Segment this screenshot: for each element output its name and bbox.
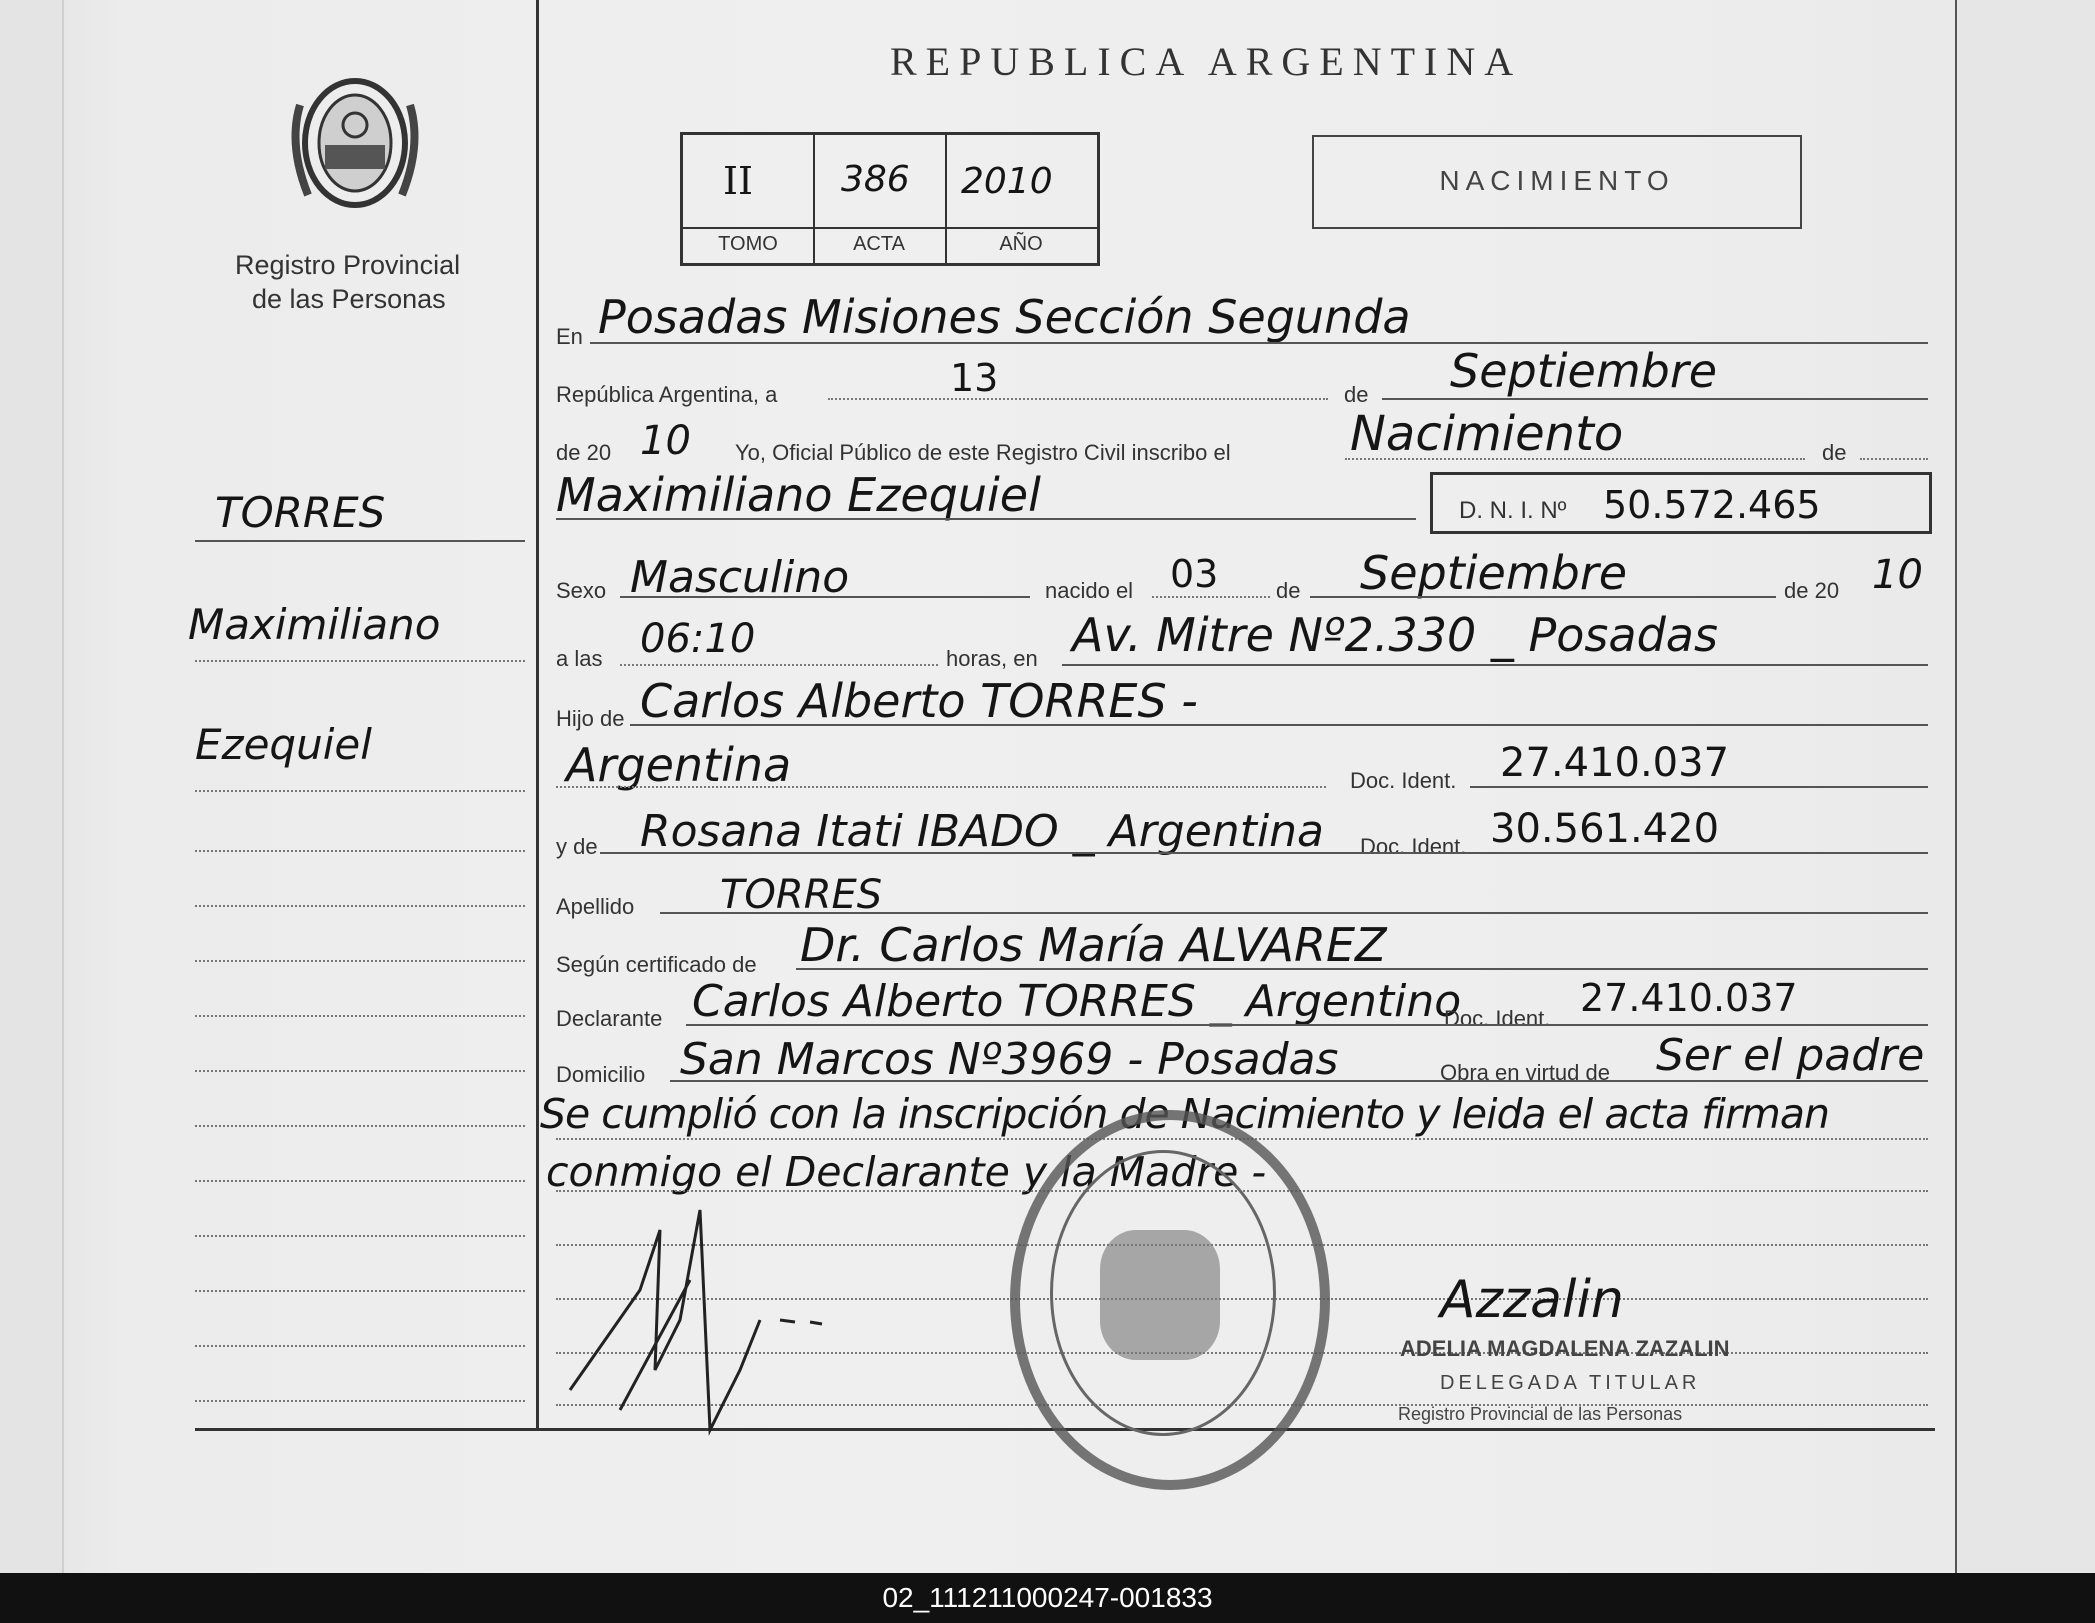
- field-apellido: TORRES: [720, 872, 883, 918]
- field-certificado: Dr. Carlos María ALVAREZ: [800, 918, 1387, 972]
- field-virtud: Ser el padre: [1656, 1030, 1925, 1081]
- image-code-footer: 02_111211000247-001833: [0, 1573, 2095, 1623]
- margin-name1: Maximiliano: [188, 600, 441, 649]
- acta-value: 386: [841, 159, 910, 200]
- right-edge: [1955, 0, 2095, 1573]
- acta-label: ACTA: [853, 233, 905, 255]
- field-nac-dia: 03: [1170, 552, 1219, 596]
- label-doc-ident-3: Doc. Ident.: [1444, 1006, 1551, 1031]
- label-hijo-de: Hijo de: [556, 706, 625, 731]
- field-tipo: Nacimiento: [1350, 406, 1624, 462]
- field-declarante-doc: 27.410.037: [1580, 976, 1798, 1020]
- official-signature: Azzalin: [1440, 1270, 1624, 1330]
- field-declarante: Carlos Alberto TORRES _ Argentino: [692, 976, 1462, 1027]
- column-divider: [536, 0, 539, 1430]
- field-nac-mes: Septiembre: [1360, 546, 1628, 600]
- label-en: En: [556, 324, 583, 349]
- label-horas-en: horas, en: [946, 646, 1038, 671]
- label-republica: República Argentina, a: [556, 382, 778, 407]
- left-edge: [0, 0, 64, 1573]
- label-domicilio: Domicilio: [556, 1062, 646, 1087]
- official-title: DELEGADA TITULAR: [1440, 1372, 1701, 1394]
- label-sexo: Sexo: [556, 578, 607, 603]
- official-office: Registro Provincial de las Personas: [1398, 1404, 1683, 1424]
- nacimiento-box: [1312, 135, 1802, 229]
- label-de: de: [1344, 382, 1369, 407]
- nacimiento-label: NACIMIENTO: [1439, 165, 1675, 196]
- field-obs-1: Se cumplió con la inscripción de Nacimiento y leida el acta firman: [540, 1090, 1829, 1138]
- tomo-value: II: [723, 159, 754, 203]
- field-hora: 06:10: [640, 616, 756, 662]
- field-mes: Septiembre: [1450, 344, 1718, 398]
- field-lugar-nac: Av. Mitre Nº2.330 _ Posadas: [1072, 608, 1718, 662]
- field-nac-anio: 10: [1872, 552, 1923, 598]
- label-apellido: Apellido: [556, 894, 635, 919]
- field-nombre: Maximiliano Ezequiel: [556, 468, 1041, 522]
- label-yo: Yo, Oficial Público de este Registro Civil inscribo el: [735, 440, 1231, 465]
- tomo-label: TOMO: [718, 233, 778, 255]
- country-title: REPUBLICA ARGENTINA: [890, 39, 1523, 84]
- registry-name-line2: de las Personas: [252, 284, 446, 314]
- field-sexo: Masculino: [630, 552, 850, 603]
- field-lugar: Posadas Misiones Sección Segunda: [598, 290, 1411, 344]
- label-segun: Según certificado de: [556, 952, 757, 977]
- field-obs-2: conmigo el Declarante y la Madre -: [546, 1148, 1267, 1196]
- label-de-20-b: de 20: [1784, 578, 1840, 603]
- label-de-2: de: [1822, 440, 1847, 465]
- anio-value: 2010: [961, 161, 1053, 202]
- label-y-de: y de: [556, 834, 598, 859]
- field-dni: 50.572.465: [1603, 483, 1821, 527]
- label-de-3: de: [1276, 578, 1301, 603]
- label-doc-ident-2: Doc. Ident.: [1360, 834, 1467, 859]
- label-declarante: Declarante: [556, 1006, 663, 1031]
- field-padre-doc: 27.410.037: [1500, 740, 1730, 786]
- label-a-las: a las: [556, 646, 603, 671]
- declarant-signature-icon: [560, 1170, 880, 1450]
- label-nacido-el: nacido el: [1045, 578, 1134, 603]
- label-obra: Obra en virtud de: [1440, 1060, 1610, 1085]
- dni-box: [1430, 472, 1932, 534]
- margin-name2: Ezequiel: [195, 720, 372, 769]
- field-anio: 10: [640, 418, 691, 464]
- label-doc-ident: Doc. Ident.: [1350, 768, 1457, 793]
- official-name: ADELIA MAGDALENA ZAZALIN: [1400, 1336, 1730, 1361]
- field-dia: 13: [950, 356, 999, 400]
- provincial-emblem-icon: [280, 65, 430, 225]
- margin-surname: TORRES: [215, 488, 386, 537]
- record-number-box: [680, 132, 1100, 266]
- registry-name-line1: Registro Provincial: [235, 250, 461, 280]
- field-madre: Rosana Itati IBADO _ Argentina: [640, 806, 1325, 857]
- anio-label: AÑO: [999, 233, 1043, 255]
- field-padre-nac: Argentina: [566, 738, 792, 792]
- label-dni: D. N. I. Nº: [1459, 497, 1567, 524]
- label-de-20: de 20: [556, 440, 612, 465]
- field-madre-doc: 30.561.420: [1490, 806, 1720, 852]
- field-padre: Carlos Alberto TORRES -: [640, 674, 1198, 728]
- field-domicilio: San Marcos Nº3969 - Posadas: [680, 1034, 1339, 1085]
